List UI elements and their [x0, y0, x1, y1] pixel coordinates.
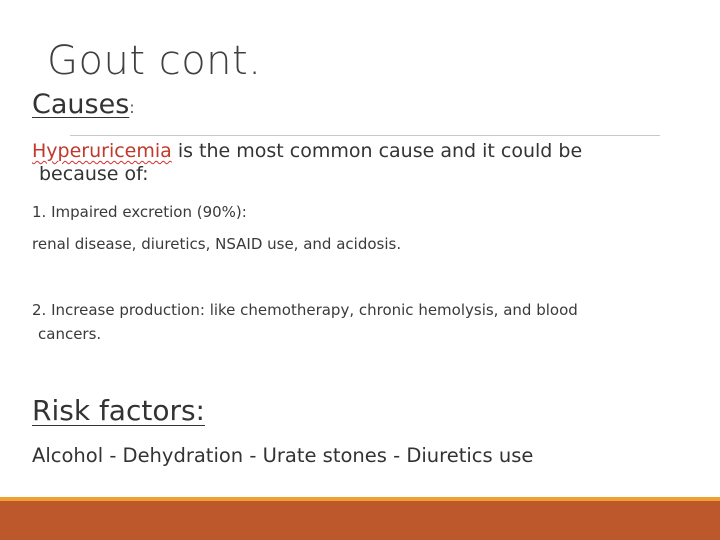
footer-accent-band: [0, 501, 720, 540]
cause-item-2-line-2: cancers.: [38, 325, 102, 343]
risk-factors-list: Alcohol - Dehydration - Urate stones - Diuretics use: [32, 444, 534, 467]
intro-rest: is the most common cause and it could be: [171, 140, 583, 162]
cause-item-2-line-1: 2. Increase production: like chemotherapy, chronic hemolysis, and blood: [32, 301, 578, 319]
causes-heading-colon: :: [129, 98, 135, 117]
causes-heading-text: Causes: [32, 89, 130, 120]
causes-heading: [32, 89, 135, 120]
intro-line-1: [32, 140, 582, 162]
section-divider: [70, 135, 660, 136]
slide-title: Gout cont.: [47, 38, 262, 84]
cause-item-1-heading: 1. Impaired excretion (90%):: [32, 203, 247, 221]
risk-factors-heading: Risk factors:: [32, 394, 205, 427]
intro-term: Hyperuricemia: [32, 140, 172, 162]
cause-item-1-detail: renal disease, diuretics, NSAID use, and acidosis.: [32, 235, 402, 253]
intro-line-2: because of:: [39, 163, 149, 185]
